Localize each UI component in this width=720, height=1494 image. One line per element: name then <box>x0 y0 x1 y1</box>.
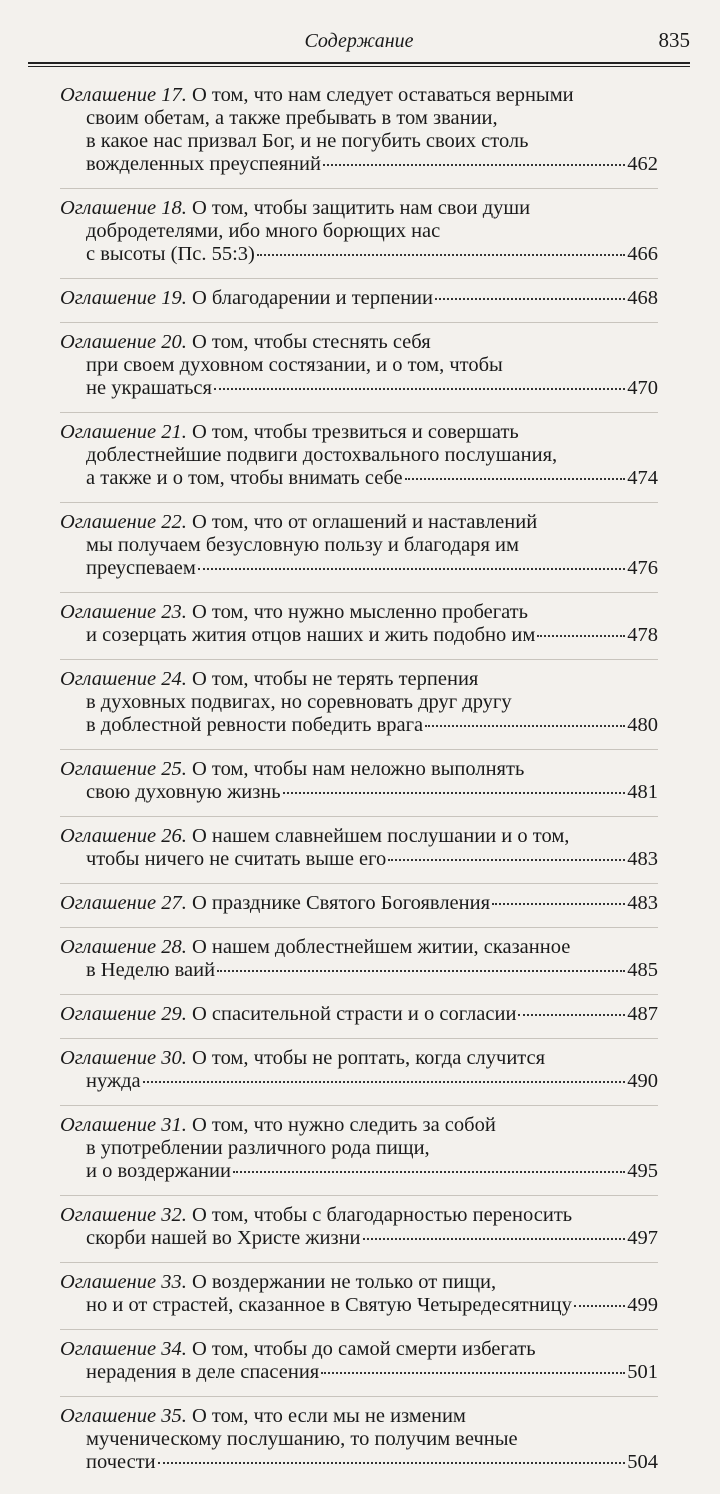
dot-leader <box>425 725 625 727</box>
toc-page-number: 478 <box>627 624 658 646</box>
dot-leader <box>143 1081 626 1083</box>
toc-entry-text <box>60 892 490 915</box>
toc-entry-text <box>86 534 519 556</box>
toc-entry-line-text: О воздержании не только от пищи, <box>191 1271 497 1293</box>
toc-entry <box>60 668 658 750</box>
toc-page-number: 501 <box>627 1361 658 1383</box>
toc-entry <box>60 1204 658 1263</box>
toc-entry-text <box>86 153 321 176</box>
toc-entry-label: Оглашение 19. <box>60 287 187 309</box>
toc-entry-text <box>86 107 498 129</box>
toc-entry <box>60 421 658 503</box>
toc-entry-line-text: нерадения в деле спасения <box>86 1361 320 1383</box>
toc-entry-label: Оглашение 34. <box>60 1338 187 1360</box>
dot-leader <box>233 1171 625 1173</box>
toc-page-number: 468 <box>627 287 658 309</box>
toc-page-number: 481 <box>627 781 658 803</box>
toc-entry-line-text: вожделенных преуспеяний <box>86 153 321 175</box>
toc-entry-line-text: О нашем славнейшем послушании и о том, <box>191 825 570 847</box>
toc-entry-text <box>86 1361 319 1384</box>
toc-entry-line-text: нужда <box>86 1070 141 1092</box>
toc-entry-label: Оглашение 21. <box>60 421 187 443</box>
toc-entry-line <box>60 107 658 130</box>
toc-entry-label: Оглашение 20. <box>60 331 187 353</box>
toc-page-number: 474 <box>627 467 658 489</box>
toc-entry-line <box>60 153 658 176</box>
dot-leader <box>198 568 625 570</box>
toc-entry-text <box>60 601 528 623</box>
toc-entry-line-text: мы получаем безусловную пользу и благодаря им <box>86 534 520 556</box>
toc-entry-text <box>86 1451 156 1474</box>
table-of-contents <box>60 84 658 1494</box>
toc-page-number: 462 <box>627 153 658 175</box>
toc-entry-label: Оглашение 17. <box>60 84 187 106</box>
dot-leader <box>158 1462 626 1464</box>
toc-entry-line-text: О том, чтобы не терять терпения <box>191 668 479 690</box>
toc-entry-text <box>60 331 431 353</box>
toc-entry-text <box>86 467 403 490</box>
toc-entry-line <box>60 1070 658 1093</box>
page-number: 835 <box>658 28 690 52</box>
toc-entry-line <box>60 1047 658 1070</box>
toc-page-number: 497 <box>627 1227 658 1249</box>
running-title: Содержание <box>304 30 414 52</box>
toc-entry-label: Оглашение 28. <box>60 936 187 958</box>
toc-entry-line <box>60 354 658 377</box>
toc-entry-line <box>60 84 658 107</box>
toc-entry-line-text: при своем духовном состязании, и о том, чтобы <box>86 354 503 376</box>
toc-entry-line <box>60 959 658 982</box>
toc-entry <box>60 511 658 593</box>
dot-leader <box>405 478 626 480</box>
toc-page-number: 487 <box>627 1003 658 1025</box>
toc-entry-label: Оглашение 27. <box>60 892 187 914</box>
dot-leader <box>214 388 625 390</box>
toc-entry-text <box>86 354 503 376</box>
toc-entry-line-text: а также и о том, чтобы внимать себе <box>86 467 403 489</box>
toc-entry-label: Оглашение 30. <box>60 1047 187 1069</box>
toc-entry-line-text: О нашем доблестнейшем житии, сказанное <box>191 936 571 958</box>
dot-leader <box>321 1372 625 1374</box>
toc-entry-line <box>60 892 658 915</box>
toc-entry-line-text: но и от страстей, сказанное в Святую Четыредесятницу <box>86 1294 572 1316</box>
toc-page-number: 495 <box>627 1160 658 1182</box>
toc-entry-text <box>60 1003 516 1026</box>
toc-entry-line-text: О том, чтобы нам неложно выполнять <box>191 758 525 780</box>
dot-leader <box>323 164 625 166</box>
toc-entry-line <box>60 1338 658 1361</box>
toc-entry-line-text: О том, что если мы не изменим <box>191 1405 466 1427</box>
toc-entry-text <box>86 1428 518 1450</box>
toc-entry-label: Оглашение 29. <box>60 1003 187 1025</box>
toc-entry-line-text: преуспеваем <box>86 557 196 579</box>
toc-entry-line <box>60 511 658 534</box>
toc-entry-line <box>60 624 658 647</box>
toc-entry <box>60 758 658 817</box>
toc-entry-line <box>60 467 658 490</box>
toc-entry <box>60 287 658 323</box>
toc-entry-line-text: не украшаться <box>86 377 212 399</box>
toc-entry-text <box>86 959 215 982</box>
toc-entry-line <box>60 1227 658 1250</box>
dot-leader <box>492 903 625 905</box>
dot-leader <box>435 298 625 300</box>
toc-entry-text <box>60 1338 536 1360</box>
toc-entry-line-text: и о воздержании <box>86 1160 231 1182</box>
toc-entry-line <box>60 331 658 354</box>
toc-entry-line <box>60 781 658 804</box>
toc-entry-label: Оглашение 26. <box>60 825 187 847</box>
toc-entry-text <box>86 1294 572 1317</box>
toc-entry-text <box>60 825 569 847</box>
toc-entry-line <box>60 1137 658 1160</box>
toc-entry-text <box>86 714 423 737</box>
toc-entry-line-text: в доблестной ревности победить врага <box>86 714 424 736</box>
toc-entry-label: Оглашение 33. <box>60 1271 187 1293</box>
toc-entry-text <box>86 243 255 266</box>
header-rule <box>28 62 690 64</box>
toc-page-number: 476 <box>627 557 658 579</box>
toc-entry <box>60 601 658 660</box>
toc-entry-line <box>60 197 658 220</box>
toc-entry-line <box>60 287 658 310</box>
toc-entry-line <box>60 130 658 153</box>
toc-page-number: 499 <box>627 1294 658 1316</box>
toc-entry-label: Оглашение 25. <box>60 758 187 780</box>
toc-entry-label: Оглашение 18. <box>60 197 187 219</box>
dot-leader <box>388 859 625 861</box>
toc-entry <box>60 1114 658 1196</box>
toc-entry-line <box>60 936 658 959</box>
toc-entry <box>60 197 658 279</box>
toc-entry-line <box>60 1451 658 1474</box>
toc-entry <box>60 892 658 928</box>
toc-entry-line-text: мученическому послушанию, то получим вечные <box>86 1428 518 1450</box>
toc-entry-line-text: О том, чтобы защитить нам свои души <box>191 197 531 219</box>
toc-entry-line-text: в духовных подвигах, но соревновать друг другу <box>86 691 512 713</box>
toc-entry <box>60 1047 658 1106</box>
toc-entry-text <box>86 848 386 871</box>
page-header <box>28 28 690 58</box>
toc-entry-line <box>60 1160 658 1183</box>
toc-entry-text <box>60 1204 572 1226</box>
toc-page-number: 483 <box>627 848 658 870</box>
toc-entry-line-text: в Неделю ваий <box>86 959 216 981</box>
toc-entry-line-text: и созерцать жития отцов наших и жить подобно им <box>86 624 536 646</box>
toc-entry-line-text: О том, чтобы трезвиться и совершать <box>191 421 519 443</box>
toc-entry-line <box>60 825 658 848</box>
toc-entry-text <box>60 421 519 443</box>
toc-entry-line <box>60 421 658 444</box>
toc-entry-text <box>86 377 212 400</box>
toc-entry-line-text: свою духовную жизнь <box>86 781 281 803</box>
toc-entry-text <box>86 1137 430 1159</box>
toc-entry-line <box>60 691 658 714</box>
toc-entry-line <box>60 848 658 871</box>
toc-entry-line-text: О том, чтобы стеснять себя <box>191 331 431 353</box>
dot-leader <box>574 1305 625 1307</box>
dot-leader <box>518 1014 625 1016</box>
toc-entry-text <box>60 1047 545 1069</box>
toc-entry-line <box>60 444 658 467</box>
toc-entry-line-text: доблестнейшие подвиги достохвального послушания, <box>86 444 558 466</box>
toc-entry-line <box>60 1405 658 1428</box>
toc-entry-line-text: О празднике Святого Богоявления <box>191 892 491 914</box>
toc-entry-line <box>60 601 658 624</box>
toc-entry-line <box>60 1204 658 1227</box>
toc-entry-line-text: скорби нашей во Христе жизни <box>86 1227 361 1249</box>
toc-entry-label: Оглашение 35. <box>60 1405 187 1427</box>
dot-leader <box>217 970 625 972</box>
toc-entry-line <box>60 1294 658 1317</box>
toc-entry-line <box>60 220 658 243</box>
toc-entry-text <box>86 444 557 466</box>
toc-entry-line <box>60 1003 658 1026</box>
dot-leader <box>537 635 625 637</box>
toc-entry <box>60 331 658 413</box>
toc-entry-text <box>86 691 512 713</box>
toc-entry-line-text: О том, что нам следует оставаться верными <box>191 84 574 106</box>
toc-page-number: 485 <box>627 959 658 981</box>
toc-entry-text <box>86 130 529 152</box>
toc-entry-line <box>60 557 658 580</box>
toc-entry-line-text: в употреблении различного рода пищи, <box>86 1137 430 1159</box>
toc-entry-text <box>60 758 524 780</box>
toc-entry-line <box>60 1428 658 1451</box>
toc-entry-line-text: почести <box>86 1451 156 1473</box>
toc-page-number: 480 <box>627 714 658 736</box>
toc-entry-text <box>60 936 570 958</box>
toc-entry <box>60 936 658 995</box>
toc-entry-line <box>60 1361 658 1384</box>
toc-page-number: 483 <box>627 892 658 914</box>
toc-entry-line <box>60 714 658 737</box>
toc-entry-line-text: О том, чтобы до самой смерти избегать <box>191 1338 536 1360</box>
dot-leader <box>283 792 626 794</box>
toc-entry-line <box>60 1271 658 1294</box>
toc-entry-line-text: добродетелями, ибо много борющих нас <box>86 220 441 242</box>
dot-leader <box>257 254 625 256</box>
toc-entry <box>60 1338 658 1397</box>
toc-entry-line <box>60 668 658 691</box>
toc-entry-line-text: с высоты (Пс. 55:3) <box>86 243 255 265</box>
toc-entry-line-text: О том, чтобы с благодарностью переносить <box>191 1204 573 1226</box>
toc-entry-line <box>60 377 658 400</box>
toc-entry-text <box>86 220 440 242</box>
toc-entry-text <box>60 84 574 106</box>
toc-entry-text <box>60 197 530 219</box>
toc-page-number: 470 <box>627 377 658 399</box>
toc-entry <box>60 1271 658 1330</box>
toc-entry-line <box>60 758 658 781</box>
toc-entry <box>60 1003 658 1039</box>
toc-entry-line-text: О том, что нужно мысленно пробегать <box>191 601 528 623</box>
toc-entry-line-text: О том, что нужно следить за собой <box>191 1114 496 1136</box>
toc-entry-text <box>60 1271 496 1293</box>
toc-page-number: 490 <box>627 1070 658 1092</box>
toc-entry-text <box>60 1114 496 1136</box>
toc-entry <box>60 1405 658 1486</box>
toc-entry-line-text: своим обетам, а также пребывать в том звании, <box>86 107 498 129</box>
toc-entry-text <box>86 781 281 804</box>
toc-entry-text <box>60 1405 466 1427</box>
toc-entry-label: Оглашение 32. <box>60 1204 187 1226</box>
toc-entry <box>60 825 658 884</box>
toc-page-number: 504 <box>627 1451 658 1473</box>
toc-entry-line <box>60 1114 658 1137</box>
toc-entry-line-text: О том, что от оглашений и наставлений <box>191 511 538 533</box>
toc-entry-text <box>86 624 535 647</box>
toc-entry-text <box>60 668 478 690</box>
header-rule-thin <box>28 66 690 67</box>
toc-entry-line-text: О спасительной страсти и о согласии <box>191 1003 517 1025</box>
toc-entry-label: Оглашение 24. <box>60 668 187 690</box>
toc-entry-text <box>60 287 433 310</box>
toc-entry-text <box>86 1070 141 1093</box>
dot-leader <box>363 1238 626 1240</box>
toc-page-number: 466 <box>627 243 658 265</box>
toc-entry-text <box>86 1160 231 1183</box>
toc-entry-label: Оглашение 31. <box>60 1114 187 1136</box>
toc-entry-line-text: чтобы ничего не считать выше его <box>86 848 387 870</box>
toc-entry <box>60 84 658 189</box>
toc-entry-text <box>60 511 537 533</box>
toc-entry-line-text: О том, чтобы не роптать, когда случится <box>191 1047 546 1069</box>
toc-entry-label: Оглашение 22. <box>60 511 187 533</box>
toc-entry-line-text: О благодарении и терпении <box>191 287 433 309</box>
toc-entry-line <box>60 534 658 557</box>
toc-entry-line <box>60 243 658 266</box>
toc-entry-line-text: в какое нас призвал Бог, и не погубить своих столь <box>86 130 529 152</box>
toc-entry-text <box>86 1227 361 1250</box>
toc-entry-text <box>86 557 196 580</box>
toc-entry-label: Оглашение 23. <box>60 601 187 623</box>
